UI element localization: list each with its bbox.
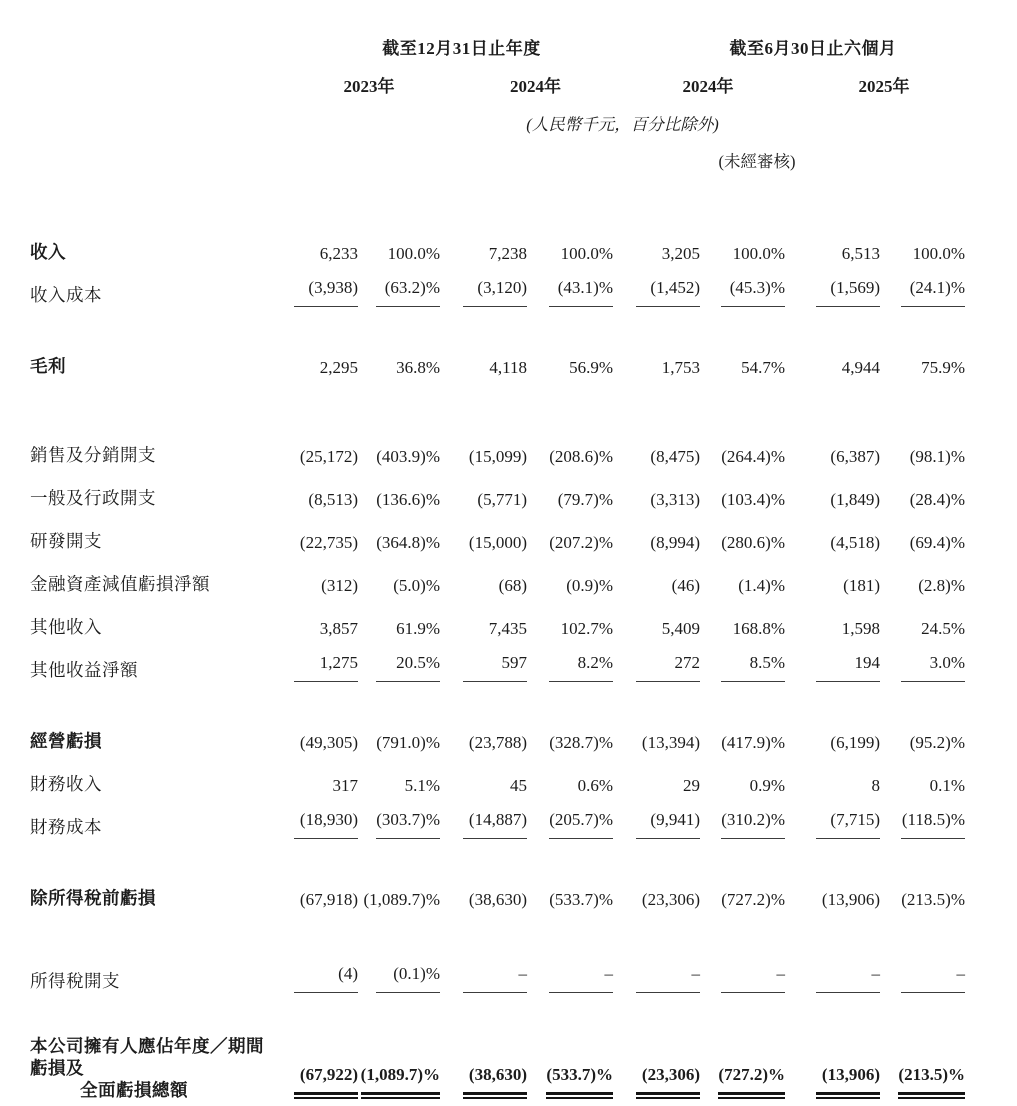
- percent-value: 0.9%: [749, 775, 785, 795]
- header-spacer: [30, 180, 965, 226]
- table-row: [30, 758, 965, 801]
- percent-cell: [880, 1036, 965, 1106]
- amount-value: (7,715): [816, 809, 880, 839]
- percent-cell: [358, 601, 440, 644]
- percent-cell: [358, 472, 440, 515]
- row-label: 經營虧損: [30, 731, 102, 752]
- amount-value: (3,313): [650, 489, 700, 509]
- percent-cell: [358, 872, 440, 915]
- percent-cell: [358, 758, 440, 801]
- percent-cell: [358, 269, 440, 312]
- percent-cell: [700, 715, 785, 758]
- row-label: 財務成本: [30, 817, 102, 838]
- percent-cell: [358, 715, 440, 758]
- amount-value: 29: [683, 775, 700, 795]
- percent-value: 0.6%: [577, 775, 613, 795]
- amount-cell: [440, 515, 527, 558]
- amount-value: 7,435: [488, 618, 527, 638]
- amount-value: 1,275: [294, 652, 358, 682]
- amount-value: (23,306): [636, 1064, 700, 1094]
- percent-value: (2.8)%: [918, 575, 965, 595]
- amount-value: (23,306): [641, 889, 700, 909]
- amount-value: (9,941): [636, 809, 700, 839]
- percent-cell: [880, 644, 965, 687]
- amount-cell: [613, 1036, 700, 1106]
- row-label: 除所得稅前虧損: [30, 888, 156, 909]
- amount-cell: [440, 340, 527, 383]
- percent-cell: [880, 340, 965, 383]
- amount-value: (1,849): [830, 489, 880, 509]
- amount-cell: [613, 601, 700, 644]
- amount-cell: [785, 601, 880, 644]
- table-row: [30, 226, 965, 269]
- percent-value: (0.9)%: [566, 575, 613, 595]
- amount-value: (8,994): [650, 532, 700, 552]
- amount-cell: [785, 1036, 880, 1106]
- percent-cell: [358, 801, 440, 844]
- percent-cell: [700, 955, 785, 998]
- percent-cell: [358, 644, 440, 687]
- amount-value: –: [636, 963, 700, 993]
- amount-cell: [440, 715, 527, 758]
- amount-cell: [785, 515, 880, 558]
- percent-value: (310.2)%: [721, 809, 785, 839]
- table-row: [30, 955, 965, 998]
- spacer-row: [30, 998, 965, 1036]
- amount-value: (38,630): [463, 1064, 527, 1094]
- row-label: 研發開支: [30, 531, 102, 552]
- amount-value: 45: [510, 775, 527, 795]
- table-row: [30, 269, 965, 312]
- percent-cell: [527, 515, 613, 558]
- percent-value: 168.8%: [732, 618, 785, 638]
- percent-cell: [527, 429, 613, 472]
- percent-value: (95.2)%: [909, 732, 965, 752]
- spacer-row: [30, 312, 965, 340]
- percent-value: –: [721, 963, 785, 993]
- percent-cell: [700, 429, 785, 472]
- percent-value: (727.2)%: [721, 889, 785, 909]
- percent-cell: [358, 226, 440, 269]
- percent-cell: [358, 340, 440, 383]
- percent-cell: [700, 269, 785, 312]
- amount-cell: [280, 515, 358, 558]
- amount-cell: [440, 601, 527, 644]
- percent-cell: [700, 601, 785, 644]
- amount-value: 4,944: [841, 357, 880, 377]
- percent-cell: [880, 601, 965, 644]
- percent-value: (208.6)%: [549, 446, 613, 466]
- amount-value: (15,000): [468, 532, 527, 552]
- amount-value: 3,857: [319, 618, 358, 638]
- amount-cell: [440, 472, 527, 515]
- spacer-row: [30, 915, 965, 955]
- spacer-row: [30, 383, 965, 429]
- percent-value: 8.2%: [549, 652, 613, 682]
- amount-value: (49,305): [299, 732, 358, 752]
- percent-value: (0.1)%: [376, 963, 440, 993]
- amount-value: (67,922): [294, 1064, 358, 1094]
- percent-value: (63.2)%: [376, 277, 440, 307]
- amount-value: (8,475): [650, 446, 700, 466]
- amount-value: (4,518): [830, 532, 880, 552]
- percent-value: (280.6)%: [721, 532, 785, 552]
- percent-value: (118.5)%: [901, 809, 965, 839]
- amount-cell: [440, 269, 527, 312]
- table-row: [30, 601, 965, 644]
- amount-cell: [613, 872, 700, 915]
- row-label-line2: 全面虧損總額: [80, 1079, 188, 1100]
- percent-value: (136.6)%: [376, 489, 440, 509]
- percent-cell: [700, 644, 785, 687]
- percent-cell: [527, 1036, 613, 1106]
- percent-value: 56.9%: [569, 357, 613, 377]
- amount-value: (25,172): [299, 446, 358, 466]
- amount-value: (13,906): [816, 1064, 880, 1094]
- percent-value: (1.4)%: [738, 575, 785, 595]
- amount-cell: [280, 644, 358, 687]
- amount-value: (13,394): [641, 732, 700, 752]
- amount-cell: [785, 558, 880, 601]
- percent-value: (28.4)%: [909, 489, 965, 509]
- unaudited-note: (未經審核): [718, 151, 796, 171]
- percent-value: (207.2)%: [549, 532, 613, 552]
- percent-value: (45.3)%: [721, 277, 785, 307]
- amount-value: (23,788): [468, 732, 527, 752]
- amount-value: (13,906): [821, 889, 880, 909]
- percent-cell: [527, 758, 613, 801]
- amount-value: –: [463, 963, 527, 993]
- amount-cell: [785, 644, 880, 687]
- percent-cell: [880, 472, 965, 515]
- amount-value: 7,238: [488, 243, 527, 263]
- percent-value: (264.4)%: [721, 446, 785, 466]
- amount-value: (6,199): [830, 732, 880, 752]
- percent-value: 100.0%: [560, 243, 613, 263]
- amount-cell: [785, 269, 880, 312]
- amount-cell: [785, 955, 880, 998]
- amount-cell: [785, 472, 880, 515]
- percent-value: 24.5%: [921, 618, 965, 638]
- amount-cell: [440, 955, 527, 998]
- amount-value: (22,735): [299, 532, 358, 552]
- percent-value: 5.1%: [404, 775, 440, 795]
- amount-value: –: [816, 963, 880, 993]
- amount-cell: [280, 715, 358, 758]
- row-label: 本公司擁有人應佔年度／期間虧損及 全面虧損總額: [30, 1036, 280, 1106]
- table-row: [30, 515, 965, 558]
- percent-cell: [527, 472, 613, 515]
- amount-cell: [440, 226, 527, 269]
- amount-cell: [280, 226, 358, 269]
- row-label: 所得稅開支: [30, 971, 120, 992]
- percent-value: 100.0%: [387, 243, 440, 263]
- percent-cell: [527, 269, 613, 312]
- amount-value: (312): [321, 575, 358, 595]
- amount-value: 1,753: [661, 357, 700, 377]
- row-label: 銷售及分銷開支: [30, 445, 156, 466]
- amount-value: (4): [294, 963, 358, 993]
- table-row: [30, 340, 965, 383]
- percent-cell: [358, 955, 440, 998]
- percent-value: 100.0%: [912, 243, 965, 263]
- percent-cell: [880, 801, 965, 844]
- table-row: [30, 429, 965, 472]
- amount-cell: [613, 715, 700, 758]
- unit-note-row: [30, 106, 965, 144]
- table-row: [30, 558, 965, 601]
- year-header-2023: 2023年: [343, 77, 395, 97]
- amount-value: 3,205: [661, 243, 700, 263]
- spacer-row: [30, 687, 965, 715]
- percent-cell: [527, 558, 613, 601]
- percent-value: 75.9%: [921, 357, 965, 377]
- percent-value: (1,089.7)%: [361, 1064, 440, 1094]
- table-header: [30, 30, 965, 226]
- percent-cell: [700, 1036, 785, 1106]
- percent-value: 0.1%: [929, 775, 965, 795]
- amount-value: 317: [332, 775, 358, 795]
- amount-value: (1,569): [816, 277, 880, 307]
- percent-cell: [700, 558, 785, 601]
- amount-cell: [440, 558, 527, 601]
- amount-value: (5,771): [477, 489, 527, 509]
- percent-cell: [527, 801, 613, 844]
- period-group-annual: 截至12月31日止年度: [382, 39, 541, 59]
- amount-value: (181): [843, 575, 880, 595]
- percent-cell: [527, 872, 613, 915]
- period-group-interim: 截至6月30日止六個月: [729, 39, 897, 59]
- percent-value: (533.7)%: [546, 1064, 613, 1094]
- amount-cell: [280, 601, 358, 644]
- amount-value: (3,120): [463, 277, 527, 307]
- amount-cell: [440, 801, 527, 844]
- percent-cell: [700, 758, 785, 801]
- percent-cell: [880, 758, 965, 801]
- percent-cell: [700, 340, 785, 383]
- amount-value: (15,099): [468, 446, 527, 466]
- percent-value: 8.5%: [721, 652, 785, 682]
- table-row: [30, 715, 965, 758]
- amount-cell: [613, 269, 700, 312]
- percent-cell: [700, 515, 785, 558]
- amount-cell: [280, 269, 358, 312]
- currency-unit-note: (人民幣千元，百分比除外): [526, 114, 719, 134]
- amount-value: 597: [463, 652, 527, 682]
- amount-cell: [440, 644, 527, 687]
- amount-cell: [440, 872, 527, 915]
- amount-cell: [785, 872, 880, 915]
- year-header-2024-interim: 2024年: [682, 77, 734, 97]
- percent-cell: [527, 644, 613, 687]
- percent-value: 3.0%: [901, 652, 965, 682]
- percent-value: 61.9%: [396, 618, 440, 638]
- percent-cell: [527, 715, 613, 758]
- percent-cell: [527, 601, 613, 644]
- percent-value: (727.2)%: [718, 1064, 785, 1094]
- percent-value: (1,089.7)%: [363, 889, 440, 909]
- period-group-header-row: [30, 30, 965, 68]
- percent-value: (69.4)%: [909, 532, 965, 552]
- amount-value: 5,409: [661, 618, 700, 638]
- percent-value: (328.7)%: [549, 732, 613, 752]
- amount-cell: [280, 429, 358, 472]
- percent-value: (43.1)%: [549, 277, 613, 307]
- amount-value: 272: [636, 652, 700, 682]
- percent-value: (403.9)%: [376, 446, 440, 466]
- amount-cell: [280, 801, 358, 844]
- amount-cell: [613, 226, 700, 269]
- percent-cell: [527, 340, 613, 383]
- percent-cell: [700, 226, 785, 269]
- percent-cell: [880, 226, 965, 269]
- amount-value: (18,930): [294, 809, 358, 839]
- percent-value: 36.8%: [396, 357, 440, 377]
- percent-cell: [700, 472, 785, 515]
- amount-value: 194: [816, 652, 880, 682]
- percent-value: (205.7)%: [549, 809, 613, 839]
- row-label: 毛利: [30, 356, 66, 377]
- percent-value: (364.8)%: [376, 532, 440, 552]
- amount-value: (8,513): [308, 489, 358, 509]
- amount-cell: [785, 340, 880, 383]
- amount-value: (68): [498, 575, 527, 595]
- row-label: 收入成本: [30, 285, 102, 306]
- amount-cell: [613, 644, 700, 687]
- percent-value: (79.7)%: [557, 489, 613, 509]
- income-statement-table: [30, 30, 965, 1106]
- amount-cell: [785, 758, 880, 801]
- percent-cell: [880, 269, 965, 312]
- amount-cell: [613, 558, 700, 601]
- amount-cell: [785, 429, 880, 472]
- amount-value: 1,598: [841, 618, 880, 638]
- percent-cell: [358, 429, 440, 472]
- table-row: [30, 1036, 965, 1106]
- amount-cell: [280, 955, 358, 998]
- percent-cell: [880, 955, 965, 998]
- amount-value: (1,452): [636, 277, 700, 307]
- table-row: [30, 801, 965, 844]
- amount-value: 4,118: [489, 357, 527, 377]
- percent-value: 100.0%: [732, 243, 785, 263]
- amount-cell: [613, 429, 700, 472]
- amount-cell: [280, 1036, 358, 1106]
- percent-value: (791.0)%: [376, 732, 440, 752]
- percent-value: 102.7%: [560, 618, 613, 638]
- year-header-2024-annual: 2024年: [510, 77, 561, 97]
- table-body: [30, 226, 965, 1106]
- year-header-2025: 2025年: [858, 77, 910, 97]
- percent-cell: [880, 429, 965, 472]
- table-row: [30, 644, 965, 687]
- amount-cell: [440, 758, 527, 801]
- amount-cell: [613, 758, 700, 801]
- percent-value: (213.5)%: [901, 889, 965, 909]
- row-label: 一般及行政開支: [30, 488, 156, 509]
- amount-cell: [613, 472, 700, 515]
- amount-cell: [785, 801, 880, 844]
- amount-cell: [440, 1036, 527, 1106]
- percent-cell: [700, 872, 785, 915]
- amount-value: (67,918): [299, 889, 358, 909]
- row-label: 其他收益淨額: [30, 660, 138, 681]
- percent-value: 54.7%: [741, 357, 785, 377]
- amount-value: (14,887): [463, 809, 527, 839]
- percent-value: (103.4)%: [721, 489, 785, 509]
- amount-cell: [613, 801, 700, 844]
- percent-cell: [527, 226, 613, 269]
- amount-value: (3,938): [294, 277, 358, 307]
- percent-value: (213.5)%: [898, 1064, 965, 1094]
- amount-cell: [280, 558, 358, 601]
- empty-corner-cell: [30, 30, 280, 68]
- percent-value: –: [901, 963, 965, 993]
- amount-cell: [440, 429, 527, 472]
- percent-value: (417.9)%: [721, 732, 785, 752]
- amount-value: 2,295: [319, 357, 358, 377]
- amount-cell: [280, 758, 358, 801]
- percent-cell: [880, 558, 965, 601]
- year-header-row: [30, 68, 965, 106]
- percent-cell: [358, 1036, 440, 1106]
- amount-value: 8: [871, 775, 880, 795]
- amount-cell: [613, 515, 700, 558]
- percent-cell: [700, 801, 785, 844]
- row-label: 收入: [30, 242, 66, 263]
- unaudited-note-row: [30, 144, 965, 180]
- percent-value: (98.1)%: [909, 446, 965, 466]
- amount-value: (6,387): [830, 446, 880, 466]
- percent-value: (303.7)%: [376, 809, 440, 839]
- row-label: 金融資產減值虧損淨額: [30, 574, 210, 595]
- amount-value: 6,513: [841, 243, 880, 263]
- amount-cell: [280, 472, 358, 515]
- row-label: 財務收入: [30, 774, 102, 795]
- amount-cell: [613, 340, 700, 383]
- percent-value: (5.0)%: [393, 575, 440, 595]
- percent-value: (533.7)%: [549, 889, 613, 909]
- amount-value: (46): [671, 575, 700, 595]
- percent-cell: [880, 872, 965, 915]
- amount-cell: [280, 340, 358, 383]
- spacer-row: [30, 844, 965, 872]
- percent-cell: [358, 515, 440, 558]
- amount-value: 6,233: [319, 243, 358, 263]
- amount-cell: [613, 955, 700, 998]
- amount-cell: [785, 226, 880, 269]
- table-row: [30, 472, 965, 515]
- amount-value: (38,630): [468, 889, 527, 909]
- amount-cell: [785, 715, 880, 758]
- percent-value: (24.1)%: [901, 277, 965, 307]
- percent-value: –: [549, 963, 613, 993]
- table-row: [30, 872, 965, 915]
- amount-cell: [280, 872, 358, 915]
- percent-value: 20.5%: [376, 652, 440, 682]
- percent-cell: [880, 715, 965, 758]
- percent-cell: [527, 955, 613, 998]
- percent-cell: [358, 558, 440, 601]
- row-label: 其他收入: [30, 617, 102, 638]
- percent-cell: [880, 515, 965, 558]
